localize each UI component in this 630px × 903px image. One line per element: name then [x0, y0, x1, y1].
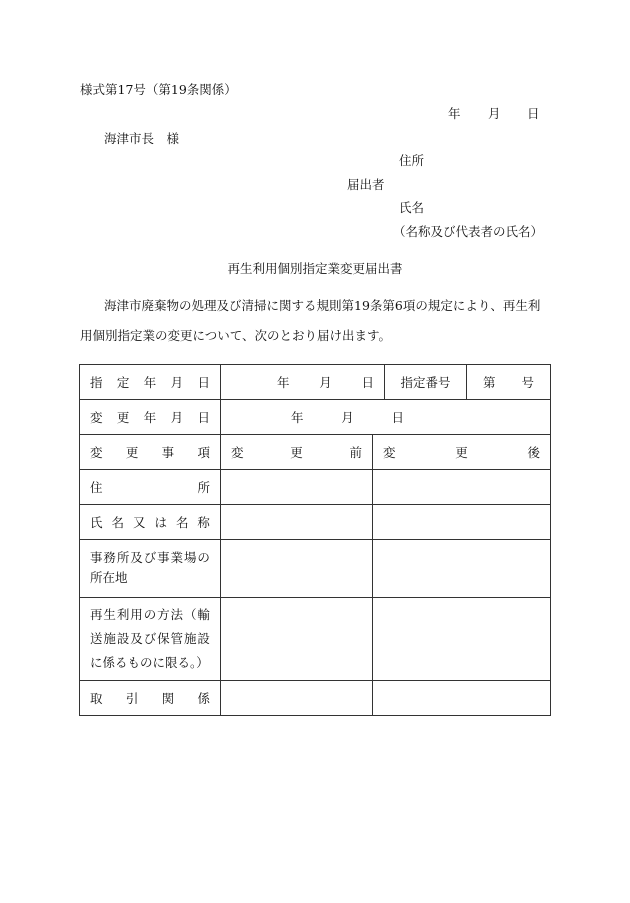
row-method-label-cell: [80, 598, 221, 681]
date-day-label: 日: [527, 106, 540, 121]
designation-year: 年: [277, 375, 290, 390]
row-method-before[interactable]: [221, 598, 373, 681]
row-method-after[interactable]: [373, 598, 551, 681]
designation-date-label: 指 定 年 月 日: [90, 375, 210, 390]
addressee: 海津市長 様: [104, 131, 180, 146]
after-header-cell: [373, 435, 551, 470]
name-note: （名称及び代表者の氏名）: [393, 224, 544, 239]
designation-number-suffix: 号: [521, 375, 535, 390]
form-number: 様式第17号（第19条関係）: [80, 82, 237, 97]
table-row: [80, 400, 551, 435]
designation-number-value-cell[interactable]: [467, 365, 551, 400]
document-title: 再生利用個別指定業変更届出書: [227, 261, 403, 276]
change-date-label: 変 更 年 月 日: [90, 410, 210, 425]
table-row: [80, 505, 551, 540]
change-items-label-cell: [80, 435, 221, 470]
before-header-cell: [221, 435, 373, 470]
row-method-label-line1: 再 生 利 用 の 方 法 （ 輸: [90, 607, 210, 622]
change-items-label: 変 更 事 項: [90, 445, 210, 460]
change-date-value-cell[interactable]: [221, 400, 551, 435]
row-address-before[interactable]: [221, 470, 373, 505]
row-method-label-line2: 送 施 設 及 び 保 管 施 設: [90, 631, 210, 646]
change-day: 日: [391, 410, 405, 425]
row-method-label-line3: に係るものに限る。）: [90, 655, 209, 670]
date-year-label: 年: [448, 106, 461, 121]
row-trade-after[interactable]: [373, 681, 551, 716]
row-office-label-line1: 事 務 所 及 び 事 業 場 の: [90, 549, 210, 565]
row-trade-label-cell: [80, 681, 221, 716]
before-label: 変 更 前: [231, 445, 362, 460]
row-name-label-cell: [80, 505, 221, 540]
name-label: 氏名: [399, 200, 425, 215]
row-address-label-cell: [80, 470, 221, 505]
date-month-label: 月: [488, 106, 501, 121]
change-month: 月: [341, 410, 354, 425]
change-year: 年: [291, 410, 304, 425]
designation-day: 日: [361, 375, 375, 390]
designation-number-label: 指定番号: [400, 375, 451, 390]
change-form-table: [79, 364, 551, 716]
notifier-label: 届出者: [347, 177, 385, 192]
row-trade-label: 取 引 関 係: [90, 691, 210, 706]
row-trade-before[interactable]: [221, 681, 373, 716]
table-row: [80, 598, 551, 681]
after-label: 変 更 後: [383, 445, 541, 460]
table-row: [80, 540, 551, 598]
row-office-label-line2: 所在地: [90, 569, 128, 585]
designation-number-prefix: 第: [483, 375, 496, 390]
change-date-label-cell: [80, 400, 221, 435]
row-name-before[interactable]: [221, 505, 373, 540]
table-row: [80, 435, 551, 470]
row-name-label: 氏 名 又 は 名 称: [90, 515, 210, 530]
designation-date-label-cell: [80, 365, 221, 400]
designation-date-value-cell[interactable]: [221, 365, 385, 400]
table-row: [80, 470, 551, 505]
row-name-after[interactable]: [373, 505, 551, 540]
row-address-after[interactable]: [373, 470, 551, 505]
designation-month: 月: [319, 375, 332, 390]
row-office-label-cell: [80, 540, 221, 598]
row-office-before[interactable]: [221, 540, 373, 598]
row-office-after[interactable]: [373, 540, 551, 598]
address-label: 住所: [399, 153, 425, 168]
body-paragraph: 海津市廃棄物の処理及び清掃に関する規則第19条第6項の規定により、再生利用個別指定業の変更について、次のとおり届け出ます。: [80, 298, 541, 343]
row-address-label: 住 所: [90, 480, 210, 495]
designation-number-label-cell: [385, 365, 467, 400]
table-row: [80, 365, 551, 400]
table-row: [80, 681, 551, 716]
